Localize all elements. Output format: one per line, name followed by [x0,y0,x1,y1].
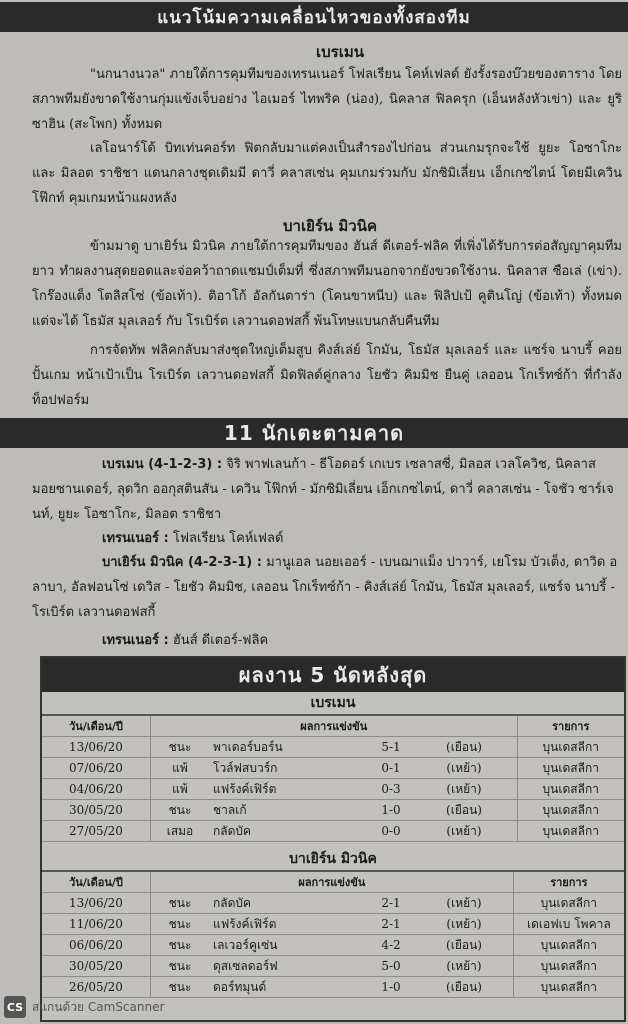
match-score: 0-0 [357,821,425,842]
bayern-paragraph-2: การจัดทัพ ฟลิคกลับมาส่งชุดใหญ่เต็มสูบ คิงส์เล่ย์ โกมัน, โธมัส มุลเลอร์ และ แซร์จ นาบรี้ คอยปั้นเกม หน้าเป้าเป็น โรเบิร์ต เลวานดอฟสกี้ มิดฟิลด์คู่กลาง โยชัว คิมมิช ยืนคู่ เลออน โกเร็ทซ์ก้า ที่กำลังท็อปฟอร์ม [32,343,622,408]
match-competition: บุนเดสลีกา [517,821,624,842]
spacer-cell [503,758,517,779]
match-venue: (เหย้า) [425,758,503,779]
match-opponent: เลเวอร์คูเซ่น [209,935,357,956]
table-row [42,758,624,779]
match-opponent: พาเดอร์บอร์น [209,737,357,758]
match-venue: (เหย้า) [425,779,503,800]
bremen-results-table [42,692,624,842]
match-opponent: ชาลเก้ [209,800,357,821]
match-result: ชนะ [151,737,210,758]
match-score: 5-1 [357,737,425,758]
table-row [42,935,624,956]
table-row [42,779,624,800]
match-competition: บุนเดสลีกา [517,737,624,758]
match-venue: (เยือน) [425,737,503,758]
recent-results-title: ผลงาน 5 นัดหลังสุด [42,658,624,692]
match-result: แพ้ [151,779,210,800]
bayern-coach-line [32,628,622,654]
match-result: ชนะ [151,914,210,935]
table-row [42,956,624,977]
bayern-results-table [42,848,624,998]
bayern-results-heading-row [42,848,624,871]
match-result: เสมอ [151,821,210,842]
match-column-header: ผลการแข่งขัน [151,715,518,737]
bayern-results-heading: บาเยิร์น มิวนิค [42,848,624,871]
match-date: 13/06/20 [42,737,151,758]
match-venue: (เหย้า) [425,893,503,914]
match-opponent: กลัดบัค [209,893,357,914]
spacer-cell [503,935,513,956]
match-date: 13/06/20 [42,893,151,914]
bremen-formation-label: เบรเมน (4-1-2-3) : [102,457,223,472]
bremen-coach-label: เทรนเนอร์ : [102,531,169,546]
bremen-coach: โฟลเรียน โคห์เฟลด์ [172,531,284,546]
spacer-cell [503,800,517,821]
match-opponent: ดุสเซลดอร์ฟ [209,956,357,977]
bremen-players: จิริ พาฟเลนก้า - ธีโอดอร์ เกเบร เซลาสซี่, มิลอส เวลโควิช, นิคลาส มอยซานเดอร์, ลุดวิก ออกุสตินสัน - เควิน โฟ๊กท์ - มักซิมิเลี่ยน เอ็กเกซไตน์, ดาวี่ คลาสเซ่น - โจชัว ซาร์เจนท์, ยูยะ โอซาโกะ, มิลอต ราชิชา [32,457,614,522]
table-row [42,893,624,914]
bayern-formation-label: บาเยิร์น มิวนิค (4-2-3-1) : [102,555,262,570]
bayern-heading: บาเยิร์น มิวนิค [283,217,377,235]
bremen-header-row [42,715,624,737]
bremen-heading: เบรเมน [316,43,364,61]
match-competition: บุนเดสลีกา [513,893,624,914]
table-row [42,914,624,935]
bremen-coach-line [32,526,622,552]
match-result: แพ้ [151,758,210,779]
match-result: ชนะ [151,956,210,977]
bremen-lineup [32,452,622,528]
match-opponent: ดอร์ทมุนด์ [209,977,357,998]
match-competition: บุนเดสลีกา [513,935,624,956]
spacer-cell [503,893,513,914]
bayern-lineup [32,550,622,626]
match-venue: (เหย้า) [425,821,503,842]
spacer-cell [503,914,513,935]
bayern-players: มานูเอล นอยเออร์ - เบนฌาแม็ง ปาวาร์, เยโรม บัวเต็ง, ดาวิด อลาบา, อัลฟอนโซ่ เดวิส - โยชัว คิมมิช, เลออน โกเร็ทซ์ก้า - คิงส์เล่ย์ โกมัน, โธมัส มุลเลอร์, แซร์จ นาบรี้ - โรเบิร์ต เลวานดอฟสกี้ [32,555,618,620]
spacer-cell [503,779,517,800]
competition-column-header: รายการ [517,715,624,737]
bremen-paragraph-2: เลโอนาร์โด้ บิทเท่นคอร์ท ฟิตกลับมาแต่คงเป็นสำรองไปก่อน ส่วนเกมรุกจะใช้ ยูยะ โอซาโกะ และ มิลอต ราชิชา แดนกลางชุดเดิมมี ดาวี่ คลาสเซ่น คุมเกมร่วมกับ มักซิมิเลี่ยน เอ็กเกซไตน์ โดยมีเควิน โฟ๊กท์ คุมเกมหน้าแผงหลัง [32,141,622,206]
match-date: 30/05/20 [42,956,151,977]
bremen-results-heading-row [42,692,624,715]
match-venue: (เยือน) [425,935,503,956]
competition-column-header: รายการ [513,871,624,893]
match-venue: (เยือน) [425,800,503,821]
match-competition: บุนเดสลีกา [517,800,624,821]
match-opponent: กลัดบัค [209,821,357,842]
match-score: 2-1 [357,893,425,914]
lineups-title: 11 นักเตะตามคาด [0,418,628,448]
match-opponent: แฟร้งค์เฟิร์ต [209,914,357,935]
bremen-results-heading: เบรเมน [42,692,624,715]
match-venue: (เยือน) [425,977,503,998]
spacer-cell [503,977,513,998]
match-result: ชนะ [151,935,210,956]
match-competition: เดเอฟเบ โพคาล [513,914,624,935]
match-result: ชนะ [151,893,210,914]
match-score: 1-0 [357,977,425,998]
date-column-header: วัน/เดือน/ปี [42,871,151,893]
match-result: ชนะ [151,800,210,821]
bayern-paragraph-1: ข้ามมาดู บาเยิร์น มิวนิค ภายใต้การคุมทีมของ ฮันส์ ดีเตอร์-ฟลิค ที่เพิ่งได้รับการต่อสัญญาคุมทีมยาว ทำผลงานสุดยอดและจ่อคว้าถาดแชมป์เต็มที่ ซึ่งสภาพทีมนอกจากยังขวดใช้งาน. นิคลาส ซือเล่ (เข่า). โกร๊องแต็ง โตลิสโซ่ (ข้อเท้า). ติอาโก้ อัลกันตาร่า (โคนขาหนีบ) และ ฟิลิปเป้ คูตินโญ่ (ข้อเท้า) ทั้งหมด แต่จะได้ โธมัส มุลเลอร์ กับ โรเบิร์ต เลวานดอฟสกี้ พ้นโทษแบนกลับคืนทีม [32,239,622,329]
camscanner-watermark [4,994,164,1020]
match-venue: (เหย้า) [425,956,503,977]
match-score: 0-1 [357,758,425,779]
bayern-header-row [42,871,624,893]
camscanner-text: สแกนด้วย CamScanner [32,999,165,1014]
camscanner-logo-icon: CS [4,996,26,1018]
match-score: 0-3 [357,779,425,800]
match-date: 04/06/20 [42,779,151,800]
match-venue: (เหย้า) [425,914,503,935]
date-column-header: วัน/เดือน/ปี [42,715,151,737]
table-row [42,737,624,758]
page-title: แนวโน้มความเคลื่อนไหวของทั้งสองทีม [0,2,628,32]
match-opponent: โวล์ฟสบวร์ก [209,758,357,779]
match-date: 11/06/20 [42,914,151,935]
match-date: 30/05/20 [42,800,151,821]
match-opponent: แฟร้งค์เฟิร์ต [209,779,357,800]
bayern-coach: ฮันส์ ดีเตอร์-ฟลิค [172,633,269,648]
match-date: 06/06/20 [42,935,151,956]
spacer-cell [503,821,517,842]
match-result: ชนะ [151,977,210,998]
match-score: 4-2 [357,935,425,956]
match-score: 1-0 [357,800,425,821]
match-date: 27/05/20 [42,821,151,842]
bayern-coach-label: เทรนเนอร์ : [102,633,169,648]
spacer-cell [503,737,517,758]
match-competition: บุนเดสลีกา [513,977,624,998]
match-competition: บุนเดสลีกา [513,956,624,977]
match-competition: บุนเดสลีกา [517,758,624,779]
match-date: 26/05/20 [42,977,151,998]
recent-results-box [40,656,626,1022]
table-row [42,821,624,842]
bremen-paragraph-1: "นกนางนวล" ภายใต้การคุมทีมของเทรนเนอร์ โฟลเรียน โคห์เฟลด์ ยังรั้งรองบ๊วยของตาราง โดยสภาพทีมยังขาดใช้งานกุ่มแข้งเจ็บอย่าง ไอเมอร์ ไทพริค (น่อง), นิคลาส ฟิลครุก (เอ็นหลังหัวเข่า) และ ยูริ ซาฮิน (สะโพก) ทั้งหมด [32,67,622,132]
table-row [42,800,624,821]
spacer-cell [503,956,513,977]
match-competition: บุนเดสลีกา [517,779,624,800]
match-score: 2-1 [357,914,425,935]
match-date: 07/06/20 [42,758,151,779]
match-column-header: ผลการแข่งขัน [151,871,514,893]
match-score: 5-0 [357,956,425,977]
